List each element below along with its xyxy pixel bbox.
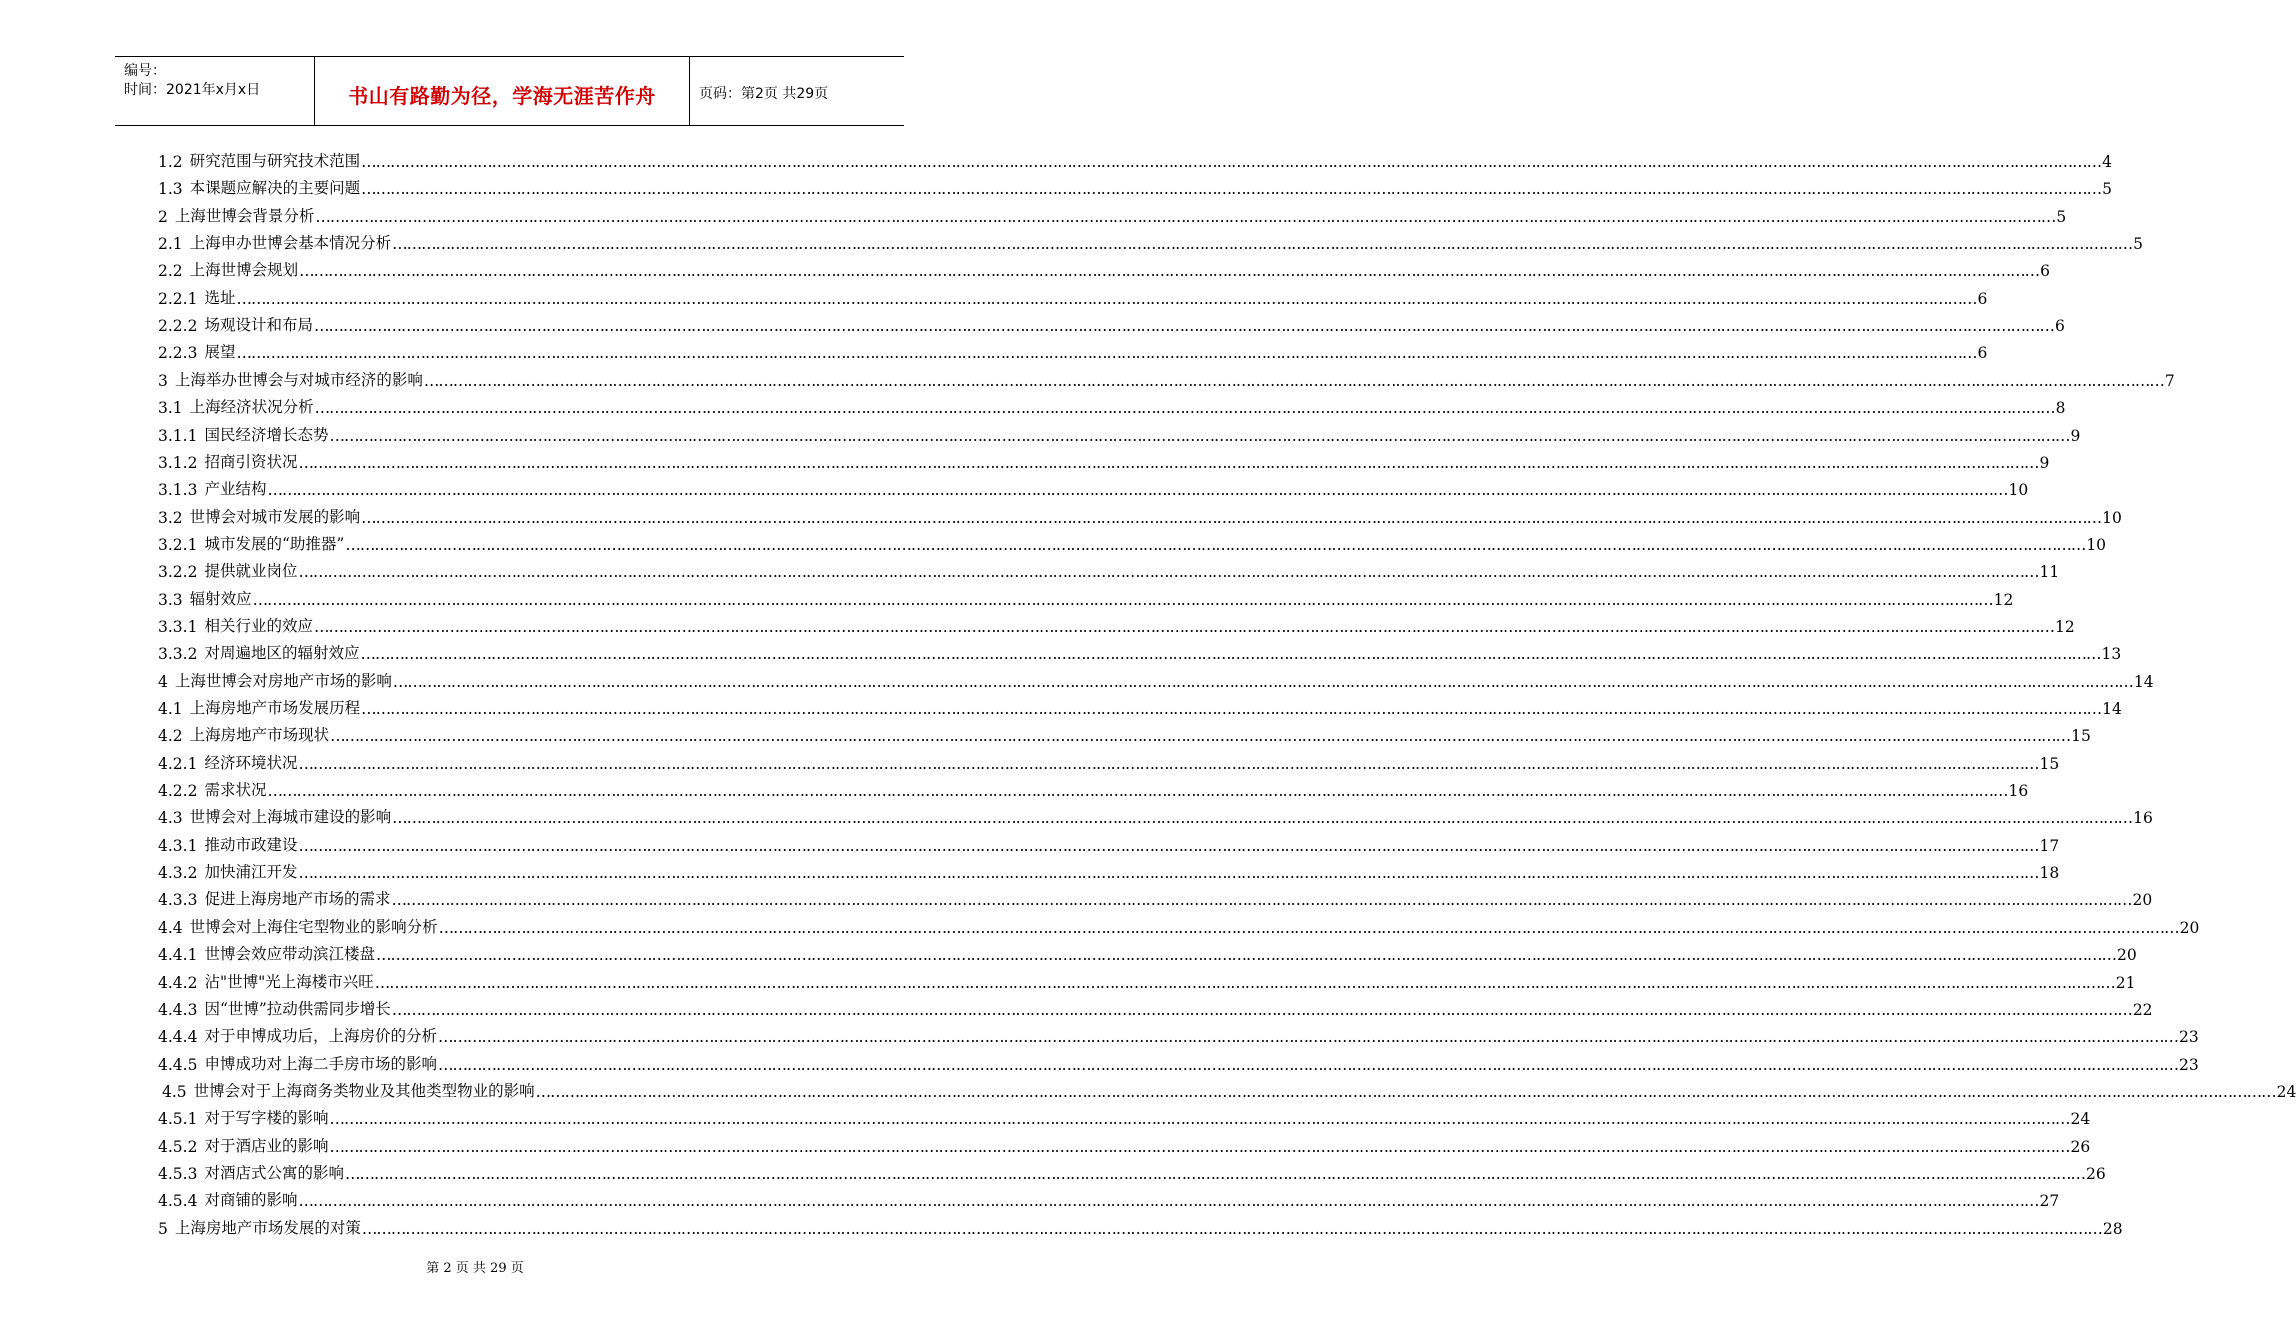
header-left-cell — [115, 57, 314, 125]
toc-leader-dots: ……………………………………………………………………………………………………………………………………………………………………………………………………………………………………………………………………………………………………………………………… — [361, 1219, 2102, 1238]
toc-entry-title: 上海经济状况分析 — [189, 398, 314, 417]
toc-entry-number: 3.2 — [158, 508, 183, 527]
toc-leader-dots: ……………………………………………………………………………………………………………………………………………………………………………………………………………………………………………………………………………………………………………………………… — [313, 617, 2054, 636]
toc-entry-number: 3.1.2 — [158, 453, 198, 472]
toc-entry[interactable] — [158, 910, 2200, 937]
toc-leader-dots: ……………………………………………………………………………………………………………………………………………………………………………………………………………………………………………………………………………………………………………………………… — [392, 672, 2133, 691]
header-page-cell — [689, 57, 904, 125]
toc-entry[interactable] — [158, 308, 2065, 336]
toc-entry-number: 4.5.1 — [158, 1110, 198, 1129]
toc-leader-dots: ……………………………………………………………………………………………………………………………………………………………………………………………………………………………………………………………………………………………………………………………… — [361, 153, 2102, 171]
toc-entry-title: 本课题应解决的主要问题 — [189, 179, 361, 198]
toc-entry[interactable] — [158, 965, 2136, 992]
toc-entry-title: 对于写字楼的影响 — [204, 1109, 329, 1128]
toc-entry-page: 27 — [2039, 1192, 2060, 1211]
toc-entry-page: 12 — [2054, 617, 2075, 636]
toc-entry-number: 2 — [158, 207, 168, 226]
toc-entry-number: 2.1 — [158, 235, 183, 254]
toc-entry[interactable] — [158, 746, 2060, 773]
toc-entry-number: 3 — [158, 371, 168, 390]
toc-entry-page: 26 — [2085, 1164, 2106, 1183]
toc-entry-page: 6 — [1977, 289, 1988, 308]
toc-entry-page: 20 — [2179, 918, 2200, 937]
toc-entry[interactable] — [158, 882, 2153, 910]
toc-entry-page: 24 — [2070, 1110, 2091, 1129]
toc-leader-dots: ……………………………………………………………………………………………………………………………………………………………………………………………………………………………………………………………………………………………………………………………… — [392, 809, 2133, 828]
toc-entry-page: 6 — [2054, 317, 2065, 336]
toc-entry[interactable] — [158, 718, 2091, 746]
toc-entry-page: 5 — [2133, 235, 2144, 254]
toc-entry-number: 4.5 — [162, 1082, 187, 1101]
toc-entry-title: 上海举办世博会与对城市经济的影响 — [174, 370, 423, 389]
toc-entry-number: 4.4.1 — [158, 946, 198, 965]
toc-entry-title: 世博会对于上海商务类物业及其他类型物业的影响 — [193, 1081, 535, 1100]
toc-entry-number: 2.2.2 — [158, 317, 198, 336]
toc-entry[interactable] — [158, 1101, 2091, 1129]
toc-entry-number: 4.2.1 — [158, 754, 198, 773]
toc-entry-number: 3.2.1 — [158, 535, 198, 554]
toc-leader-dots: ……………………………………………………………………………………………………………………………………………………………………………………………………………………………………………………………………………………………………………………………… — [298, 1192, 2039, 1211]
page-header — [115, 56, 904, 126]
toc-entry[interactable] — [158, 1156, 2106, 1183]
toc-leader-dots: ……………………………………………………………………………………………………………………………………………………………………………………………………………………………………………………………………………………………………………………………… — [267, 782, 2008, 801]
toc-entry-number: 4.4.4 — [158, 1028, 198, 1047]
toc-leader-dots: ……………………………………………………………………………………………………………………………………………………………………………………………………………………………………………………………………………………………………………………………… — [438, 918, 2179, 937]
toc-entry-number: 4.4.3 — [158, 1000, 198, 1019]
toc-entry-page: 18 — [2039, 864, 2060, 883]
toc-leader-dots: ……………………………………………………………………………………………………………………………………………………………………………………………………………………………………………………………………………………………………………………………… — [298, 836, 2039, 855]
toc-entry-number: 3.1.3 — [158, 481, 198, 500]
toc-leader-dots: ……………………………………………………………………………………………………………………………………………………………………………………………………………………………………………………………………………………………………………………………… — [298, 453, 2039, 472]
toc-entry-number: 5 — [158, 1219, 168, 1238]
toc-entry-title: 城市发展的“助推器” — [204, 534, 345, 553]
toc-entry-title: 选址 — [204, 288, 236, 307]
toc-entry-title: 相关行业的效应 — [204, 616, 313, 635]
toc-entry[interactable] — [158, 500, 2122, 527]
toc-entry-title: 辐射效应 — [189, 589, 252, 608]
toc-entry[interactable] — [158, 171, 2113, 199]
toc-entry-title: 上海申办世博会基本情况分析 — [189, 234, 392, 253]
toc-entry-page: 20 — [2132, 891, 2153, 910]
toc-entry-title: 世博会对城市发展的影响 — [189, 507, 361, 526]
toc-entry[interactable] — [158, 226, 2144, 254]
toc-entry[interactable] — [158, 144, 2113, 171]
toc-entry[interactable] — [158, 937, 2137, 965]
toc-entry-page: 5 — [2056, 207, 2067, 226]
toc-entry-number: 4 — [158, 672, 168, 691]
toc-leader-dots: ……………………………………………………………………………………………………………………………………………………………………………………………………………………………………………………………………………………………………………………………… — [329, 1137, 2070, 1156]
toc-entry-page: 9 — [2070, 426, 2081, 445]
toc-entry-page: 6 — [1977, 344, 1988, 363]
toc-entry-number: 1.3 — [158, 180, 183, 199]
toc-entry-number: 3.1.1 — [158, 426, 198, 445]
toc-entry-title: 研究范围与研究技术范围 — [189, 152, 361, 170]
toc-entry[interactable] — [158, 554, 2060, 582]
toc-leader-dots: ……………………………………………………………………………………………………………………………………………………………………………………………………………………………………………………………………………………………………………………………… — [392, 235, 2133, 254]
toc-entry-page: 5 — [2102, 180, 2113, 199]
header-motto: 书山有路勤为径，学海无涯苦作舟 — [348, 83, 656, 108]
toc-entry[interactable] — [158, 582, 2014, 609]
toc-entry[interactable] — [158, 800, 2153, 828]
toc-entry-number: 3.2.2 — [158, 563, 198, 582]
toc-entry-title: 展望 — [204, 343, 236, 362]
header-motto-cell — [314, 57, 690, 125]
toc-entry-number: 2.2.3 — [158, 344, 198, 363]
toc-entry-title: 世博会对上海城市建设的影响 — [189, 808, 392, 827]
toc-entry-number: 4.3.3 — [158, 891, 198, 910]
toc-entry[interactable] — [158, 335, 1988, 363]
toc-entry[interactable] — [158, 1183, 2060, 1211]
toc-entry-page: 26 — [2070, 1137, 2091, 1156]
toc-entry-title: 沾"世博"光上海楼市兴旺 — [204, 972, 374, 991]
toc-entry-page: 23 — [2178, 1028, 2199, 1047]
toc-entry-title: 国民经济增长态势 — [204, 425, 329, 444]
toc-leader-dots: ……………………………………………………………………………………………………………………………………………………………………………………………………………………………………………………………………………………………………………………………… — [315, 207, 2056, 226]
toc-entry-number: 2.2.1 — [158, 289, 198, 308]
toc-entry-number: 2.2 — [158, 262, 183, 281]
toc-leader-dots: ……………………………………………………………………………………………………………………………………………………………………………………………………………………………………………………………………………………………………………………………… — [375, 946, 2116, 965]
toc-entry-page: 21 — [2115, 973, 2136, 992]
toc-entry[interactable] — [158, 664, 2154, 691]
toc-leader-dots: ……………………………………………………………………………………………………………………………………………………………………………………………………………………………………………………………………………………………………………………………… — [437, 1028, 2178, 1047]
toc-entry-page: 23 — [2178, 1055, 2199, 1074]
toc-leader-dots: ……………………………………………………………………………………………………………………………………………………………………………………………………………………………………………………………………………………………………………………………… — [437, 1055, 2178, 1074]
toc-entry-title: 需求状况 — [204, 781, 267, 800]
toc-entry-title: 因“世博”拉动供需同步增长 — [204, 999, 391, 1018]
toc-entry-page: 28 — [2102, 1219, 2123, 1238]
toc-entry[interactable] — [158, 527, 2107, 554]
toc-entry-page: 12 — [1993, 590, 2014, 609]
toc-entry-number: 3.3.2 — [158, 645, 198, 664]
toc-entry-number: 4.1 — [158, 700, 183, 718]
toc-entry[interactable] — [158, 472, 2029, 500]
toc-entry-title: 对酒店式公寓的影响 — [204, 1163, 344, 1182]
toc-entry[interactable] — [158, 445, 2050, 472]
toc-entry-title: 上海房地产市场发展的对策 — [174, 1218, 361, 1237]
toc-entry-number: 4.2 — [158, 727, 183, 746]
document-number-label: 编号： — [124, 63, 166, 79]
toc-entry-title: 经济环境状况 — [204, 753, 298, 772]
toc-entry-number: 4.4 — [158, 918, 183, 937]
toc-entry[interactable] — [158, 609, 2075, 636]
toc-entry-page: 24 — [2276, 1082, 2296, 1101]
toc-entry-title: 上海世博会规划 — [189, 261, 299, 280]
toc-entry-page: 14 — [2133, 672, 2154, 691]
toc-entry-page: 6 — [2040, 262, 2051, 281]
toc-leader-dots: ……………………………………………………………………………………………………………………………………………………………………………………………………………………………………………………………………………………………………………………………… — [236, 344, 1977, 363]
toc-leader-dots: ……………………………………………………………………………………………………………………………………………………………………………………………………………………………………………………………………………………………………………………………… — [298, 754, 2039, 773]
toc-entry-title: 上海房地产市场发展历程 — [189, 699, 361, 717]
toc-entry-number: 4.4.5 — [158, 1055, 198, 1074]
toc-entry-number: 4.5.4 — [158, 1192, 198, 1211]
toc-entry[interactable] — [158, 418, 2081, 445]
toc-entry-page: 16 — [2133, 809, 2153, 828]
toc-entry[interactable] — [158, 773, 2029, 801]
page-footer: 第 2 页 共 29 页 — [426, 1261, 524, 1276]
toc-entry[interactable] — [158, 253, 2051, 281]
toc-entry-title: 对商铺的影响 — [204, 1191, 298, 1210]
toc-leader-dots: ……………………………………………………………………………………………………………………………………………………………………………………………………………………………………………………………………………………………………………………………… — [267, 481, 2008, 500]
toc-entry[interactable] — [162, 1074, 2296, 1101]
toc-entry-number: 3.3 — [158, 590, 183, 609]
toc-entry[interactable] — [158, 281, 1988, 308]
toc-leader-dots: ……………………………………………………………………………………………………………………………………………………………………………………………………………………………………………………………………………………………………………………………… — [423, 371, 2164, 390]
toc-entry-page: 11 — [2039, 563, 2060, 582]
toc-entry-page: 9 — [2039, 453, 2050, 472]
toc-leader-dots: ……………………………………………………………………………………………………………………………………………………………………………………………………………………………………………………………………………………………………………………………… — [329, 1110, 2070, 1129]
toc-entry[interactable] — [158, 691, 2122, 718]
toc-leader-dots: ……………………………………………………………………………………………………………………………………………………………………………………………………………………………………………………………………………………………………………………………… — [314, 399, 2055, 418]
toc-entry[interactable] — [158, 199, 2067, 226]
toc-entry[interactable] — [158, 1047, 2199, 1074]
toc-entry-title: 对于酒店业的影响 — [204, 1136, 329, 1155]
document-date-label: 时间：2021年x月x日 — [124, 82, 261, 98]
toc-leader-dots: ……………………………………………………………………………………………………………………………………………………………………………………………………………………………………………………………………………………………………………………………… — [391, 891, 2132, 910]
toc-entry[interactable] — [158, 855, 2060, 883]
toc-leader-dots: ……………………………………………………………………………………………………………………………………………………………………………………………………………………………………………………………………………………………………………………………… — [252, 590, 1993, 609]
toc-entry-page: 10 — [2102, 508, 2122, 527]
toc-leader-dots: ……………………………………………………………………………………………………………………………………………………………………………………………………………………………………………………………………………………………………………………………… — [329, 426, 2070, 445]
toc-leader-dots: ……………………………………………………………………………………………………………………………………………………………………………………………………………………………………………………………………………………………………………………………… — [374, 973, 2115, 992]
toc-entry-number: 4.5.2 — [158, 1137, 198, 1156]
header-page-info: 页码：第2页 共29页 — [699, 86, 829, 102]
toc-entry-title: 提供就业岗位 — [204, 562, 298, 581]
toc-entry[interactable] — [158, 992, 2153, 1019]
toc-entry-title: 世博会对上海住宅型物业的影响分析 — [189, 917, 438, 936]
toc-entry-page: 13 — [2101, 645, 2122, 664]
toc-entry-page: 10 — [2008, 481, 2029, 500]
toc-entry-page: 17 — [2039, 836, 2060, 855]
toc-leader-dots: ……………………………………………………………………………………………………………………………………………………………………………………………………………………………………………………………………………………………………………………………… — [236, 289, 1977, 308]
toc-entry-number: 4.3 — [158, 809, 183, 828]
toc-leader-dots: ……………………………………………………………………………………………………………………………………………………………………………………………………………………………………………………………………………………………………………………………… — [391, 1000, 2132, 1019]
toc-entry[interactable] — [158, 1019, 2199, 1047]
toc-entry-page: 14 — [2102, 700, 2122, 718]
toc-entry-page: 16 — [2008, 782, 2029, 801]
toc-entry-number: 4.4.2 — [158, 973, 198, 992]
toc-entry-title: 加快浦江开发 — [204, 863, 298, 882]
toc-entry-number: 3.1 — [158, 399, 183, 418]
toc-entry-title: 上海世博会对房地产市场的影响 — [174, 671, 392, 690]
toc-entry-title: 对周遍地区的辐射效应 — [204, 644, 360, 663]
toc-entry[interactable] — [158, 1211, 2123, 1238]
toc-entry-title: 产业结构 — [204, 480, 267, 499]
toc-leader-dots: ……………………………………………………………………………………………………………………………………………………………………………………………………………………………………………………………………………………………………………………………… — [361, 700, 2102, 718]
toc-entry-title: 场观设计和布局 — [204, 316, 313, 335]
toc-entry-page: 10 — [2086, 535, 2107, 554]
toc-entry-title: 促进上海房地产市场的需求 — [204, 890, 391, 909]
toc-leader-dots: ……………………………………………………………………………………………………………………………………………………………………………………………………………………………………………………………………………………………………………………………… — [344, 1164, 2085, 1183]
toc-entry-title: 上海房地产市场现状 — [189, 726, 330, 745]
toc-entry-number: 4.3.2 — [158, 864, 198, 883]
toc-entry[interactable] — [158, 363, 2175, 390]
toc-entry[interactable] — [158, 828, 2060, 855]
toc-entry-page: 7 — [2164, 371, 2175, 390]
toc-entry[interactable] — [158, 1129, 2091, 1156]
toc-entry-title: 推动市政建设 — [204, 835, 298, 854]
toc-entry-title: 对于申博成功后，上海房价的分析 — [204, 1027, 437, 1046]
toc-leader-dots: ……………………………………………………………………………………………………………………………………………………………………………………………………………………………………………………………………………………………………………………………… — [345, 535, 2086, 554]
toc-entry-number: 3.3.1 — [158, 617, 198, 636]
toc-leader-dots: ……………………………………………………………………………………………………………………………………………………………………………………………………………………………………………………………………………………………………………………………… — [360, 645, 2101, 664]
toc-entry-page: 4 — [2102, 153, 2113, 171]
toc-entry-page: 15 — [2071, 727, 2091, 746]
toc-entry-title: 招商引资状况 — [204, 452, 298, 471]
toc-entry-page: 22 — [2132, 1000, 2153, 1019]
toc-entry-title: 上海世博会背景分析 — [174, 206, 315, 225]
toc-entry-number: 1.2 — [158, 153, 183, 171]
toc-leader-dots: ……………………………………………………………………………………………………………………………………………………………………………………………………………………………………………………………………………………………………………………………… — [361, 180, 2102, 199]
toc-entry[interactable] — [158, 636, 2122, 664]
toc-leader-dots: ……………………………………………………………………………………………………………………………………………………………………………………………………………………………………………………………………………………………………………………………… — [361, 508, 2102, 527]
toc-leader-dots: ……………………………………………………………………………………………………………………………………………………………………………………………………………………………………………………………………………………………………………………………… — [330, 727, 2071, 746]
toc-entry-title: 世博会效应带动滨江楼盘 — [204, 945, 375, 964]
toc-entry-title: 申博成功对上海二手房市场的影响 — [204, 1054, 437, 1073]
toc-entry-page: 20 — [2116, 946, 2137, 965]
toc-leader-dots: ……………………………………………………………………………………………………………………………………………………………………………………………………………………………………………………………………………………………………………………………… — [299, 262, 2040, 281]
toc-leader-dots: ……………………………………………………………………………………………………………………………………………………………………………………………………………………………………………………………………………………………………………………………… — [298, 864, 2039, 883]
toc-entry-page: 15 — [2039, 754, 2060, 773]
toc-entry-number: 4.3.1 — [158, 836, 198, 855]
toc-entry-number: 4.5.3 — [158, 1164, 198, 1183]
toc-leader-dots: ……………………………………………………………………………………………………………………………………………………………………………………………………………………………………………………………………………………………………………………………… — [535, 1082, 2276, 1101]
toc-entry[interactable] — [158, 390, 2066, 418]
toc-leader-dots: ……………………………………………………………………………………………………………………………………………………………………………………………………………………………………………………………………………………………………………………………… — [298, 563, 2039, 582]
toc-leader-dots: ……………………………………………………………………………………………………………………………………………………………………………………………………………………………………………………………………………………………………………………………… — [313, 317, 2054, 336]
toc-entry-number: 4.2.2 — [158, 782, 198, 801]
toc-entry-page: 8 — [2055, 399, 2066, 418]
